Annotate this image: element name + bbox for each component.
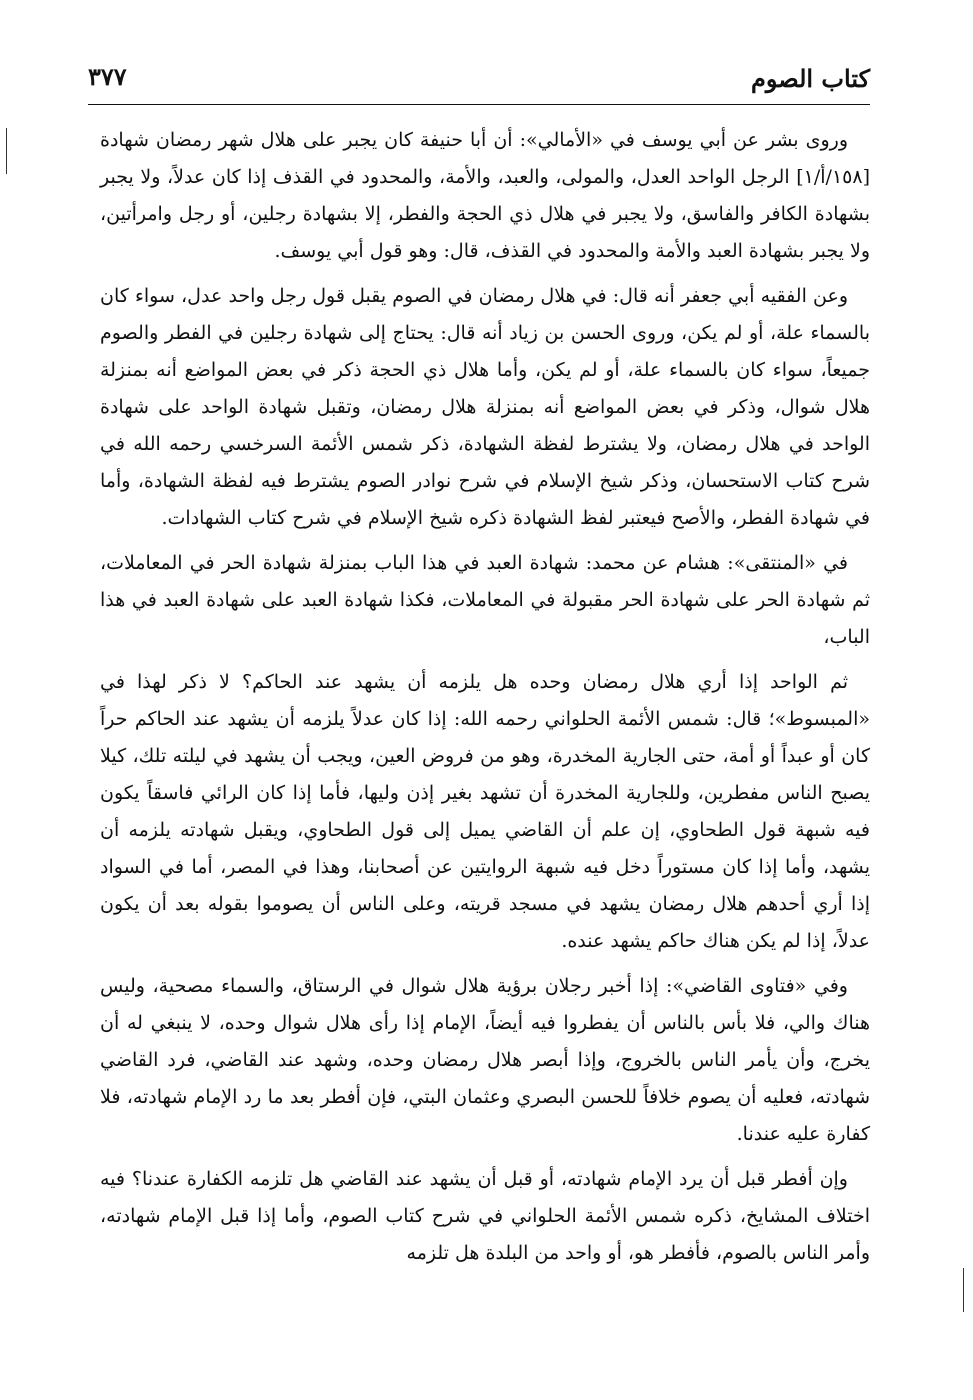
page-body (100, 122, 870, 1280)
margin-rule (6, 128, 7, 174)
paragraph: وروى بشر عن أبي يوسف في «الأمالي»: أن أبا حنيفة كان يجبر على هلال شهر رمضان شهادة [١٥٨/أ/١] الرجل الواحد العدل، والمولى، والعبد، والأمة، والمحدود في القذف إذا كان عدلاً، ولا يجبر بشهادة الكافر والفاسق، ولا يجبر في هلال ذي الحجة والفطر، إلا بشهادة رجلين، أو رجل وامرأتين، ولا يجبر بشهادة العبد والأمة والمحدود في القذف، قال: وهو قول أبي يوسف. (100, 129, 870, 262)
paragraph: في «المنتقى»: هشام عن محمد: شهادة العبد في هذا الباب بمنزلة شهادة الحر في المعاملات، ثم شهادة الحر على شهادة الحر مقبولة في المعاملات، فكذا شهادة العبد على شهادة العبد في هذا الباب، (100, 552, 870, 648)
paragraph: وفي «فتاوى القاضي»: إذا أخبر رجلان برؤية هلال شوال في الرستاق، والسماء مصحية، وليس هناك والي، فلا بأس بالناس أن يفطروا فيه أيضاً، الإمام إذا رأى هلال شوال وحده، لا ينبغي له أن يخرج، وأن يأمر الناس بالخروج، وإذا أبصر هلال رمضان وحده، وشهد عند القاضي، فرد القاضي شهادته، فعليه أن يصوم خلافاً للحسن البصري وعثمان البتي، فإن أفطر بعد ما رد الإمام شهادته، فلا كفارة عليه عندنا. (100, 975, 870, 1145)
paragraph: وإن أفطر قبل أن يرد الإمام شهادته، أو قبل أن يشهد عند القاضي هل تلزمه الكفارة عندنا؟ فيه اختلاف المشايخ، ذكره شمس الأئمة الحلواني في شرح كتاب الصوم، وأما إذا قبل الإمام شهادته، وأمر الناس بالصوم، فأفطر هو، أو واحد من البلدة هل تلزمه (100, 1168, 870, 1264)
page-number: ٣٧٧ (88, 62, 127, 91)
paragraph: ثم الواحد إذا أري هلال رمضان وحده هل يلزمه أن يشهد عند الحاكم؟ لا ذكر لهذا في «المبسوط»؛ قال: شمس الأئمة الحلواني رحمه الله: إذا كان عدلاً يلزمه أن يشهد عند الحاكم حراً كان أو عبداً أو أمة، حتى الجارية المخدرة، وهو من فروض العين، ويجب أن يشهد في ليلته تلك، كيلا يصبح الناس مفطرين، وللجارية المخدرة أن تشهد بغير إذن وليها، فأما إذا كان الرائي فاسقاً يكون فيه شبهة قول الطحاوي، إن علم أن القاضي يميل إلى قول الطحاوي، ويقبل شهادته يلزمه أن يشهد، وأما إذا كان مستوراً دخل فيه شبهة الروايتين عن أصحابنا، وهذا في المصر، أما في السواد إذا أري أحدهم هلال رمضان يشهد في مسجد قريته، وعلى الناس أن يصوموا بقوله بعد أن يكون عدلاً، إذا لم يكن هناك حاكم يشهد عنده. (100, 671, 870, 952)
margin-rule (963, 1268, 964, 1312)
paragraph: وعن الفقيه أبي جعفر أنه قال: في هلال رمضان في الصوم يقبل قول رجل واحد عدل، سواء كان بالسماء علة، أو لم يكن، وروى الحسن بن زياد أنه قال: يحتاج إلى شهادة رجلين في الفطر والصوم جميعاً، سواء كان بالسماء علة، أو لم يكن، وأما هلال ذي الحجة ذكر في بعض المواضع أنه بمنزلة هلال شوال، وذكر في بعض المواضع أنه بمنزلة هلال رمضان، وتقبل شهادة الواحد على شهادة الواحد في هلال رمضان، ولا يشترط لفظة الشهادة، ذكر شمس الأئمة السرخسي رحمه الله في شرح كتاب الاستحسان، وذكر شيخ الإسلام في شرح نوادر الصوم يشترط فيه لفظة الشهادة، وأما في شهادة الفطر، والأصح فيعتبر لفظ الشهادة ذكره شيخ الإسلام في شرح كتاب الشهادات. (100, 285, 870, 529)
running-title: كتاب الصوم (751, 64, 870, 93)
page-header (88, 58, 870, 105)
